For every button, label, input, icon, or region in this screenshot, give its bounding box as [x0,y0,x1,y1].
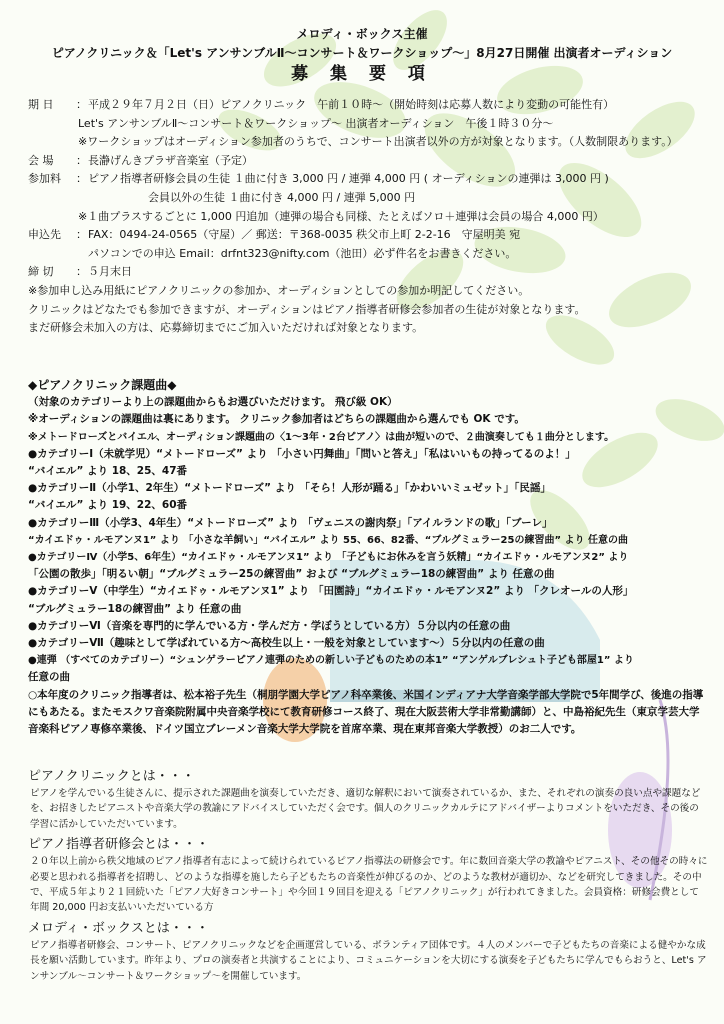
about-teachers-study-group [28,836,708,916]
section-body: ピアノ指導者研修会、コンサート、ピアノクリニックなどを企画運営している、ボランティア団体です。４人のメンバーで子どもたちの音楽による健やかな成長を願い活動しています。昨年より、プロの演奏者と共演することにより、コミュニケーションを大切にする演奏を子どもたちに学んでもらおうと、Let's アンサンブル～コンサート＆ワークショップ～を開催しています。 [30,939,707,982]
venue-value: 長瀞げんきプラザ音楽室（予定） [88,153,253,167]
instructors-note: ○本年度のクリニック指導者は、松本裕子先生（桐朋学園大学ピアノ科卒業後、米国インディアナ大学音楽学部大学院で5年間学び、後進の指導にもあたる。またモスクワ音楽院附属中央音楽学校にて教育研修コース終了、現在大阪芸術大学非常勤講師）と、中島裕紀先生（東京学芸大学音楽科ピアノ専修卒業後、ドイツ国立ブレーメン音楽大学大学院を首席卒業、現在東邦音楽大学教授）のお二人です。 [28,688,704,736]
fee-additional: ※１曲プラスするごとに 1,000 円追加（連弾の場合も同様、たとえばソロ＋連弾は会員の場合 4,000 円） [78,209,604,223]
course-line: ●カテゴリーⅥ（音楽を専門的に学んでいる方・学んだ方・学ぼうとしている方）５分以内の任意の曲 [28,619,511,632]
section-body: ２０年以上前から秩父地域のピアノ指導者有志によって続けられているピアノ指導法の研修会です。年に数回音楽大学の教諭やピアニスト、その他その時々に必要と思われる指導者を招聘し、どのような指導を施したら子どもたちの音楽性が伸びるのか、どのような教材が適切か、などを研究してきました。その中で、平成５年より２１回続いた「ピアノ大好きコンサート」や今回１９回目を迎える「ピアノクリニック」が行われてきました。会員資格：研修会費として年間 20,000 円お支払いいただいている方 [30,856,708,914]
course-line: ※オーディションの課題曲は裏にあります。 クリニック参加者はどちらの課題曲から選んでも OK です。 [28,413,525,426]
course-line: 「公園の散歩」「明るい朝」“ブルグミュラー25の練習曲” および “ブルグミュラー18の練習曲” より 任意の曲 [28,568,555,581]
fee-label: 参加料 [28,172,61,186]
section-title: メロディ・ボックスとは・・・ [28,920,209,936]
about-melody-box [28,920,708,984]
header [0,26,724,85]
apply-email: パソコンでの申込 Email：drfnt323@nifty.com（池田）必ず件名をお書きください。 [88,246,517,260]
date-label: 期 日 [28,98,54,111]
note-line: ※参加申し込み用紙にピアノクリニックの参加か、オーディションとしての参加か明記してください。 [28,283,530,297]
organizer: メロディ・ボックス主催 [296,27,428,41]
section-body: ピアノを学んでいる生徒さんに、提示された課題曲を演奏していただき、適切な解釈において演奏されているか、また、それぞれの演奏の良い点や課題などを、お招きしたピアニストや音楽大学の教諭にアドバイスしていただく会です。個人のクリニックカルテにアドバイザーよりコメントをいただき、その後の学習に活かしていただいています。 [30,788,701,830]
deadline-label: 締 切 [28,265,54,279]
deadline-value: ５月末日 [88,265,132,279]
info-block [28,96,708,338]
fee-nonmember: 会員以外の生徒 １曲に付き 4,000 円 / 連弾 5,000 円 [148,190,416,204]
course-line: ●カテゴリーⅡ（小学1、2年生）“メトードローズ” より 「そら！人形が踊る」「かわいいミュゼット」「民謡」 [28,482,551,495]
course-line: ●カテゴリーⅤ（中学生）“カイエドゥ・ルモアンヌ1” より 「田園詩」“カイエドゥ・ルモアンヌ2” より 「クレオールの人形」 [28,585,634,598]
headline: ピアノクリニック＆「Let's アンサンブルⅡ～コンサート＆ワークショップ～」8月27日開催 出演者オーディション [51,46,673,60]
audition-time: Let's アンサンブルⅡ～コンサート＆ワークショップ～ 出演者オーディション 午後１時３０分～ [78,116,554,130]
course-line: ※メトードローズとバイエル、オーディション課題曲の〈1～3年・2台ピアノ〉は曲が短いので、２曲演奏しても１曲分とします。 [28,431,615,443]
note-line: まだ研修会未加入の方は、応募締切までにご加入いただければ対象となります。 [28,321,424,335]
apply-label: 申込先 [28,228,61,242]
fee-member: ピアノ指導者研修会員の生徒 １曲に付き 3,000 円 / 連弾 4,000 円 ( オーディションの連弾は 3,000 円 ) [88,172,609,186]
apply-fax-mail: FAX：0494-24-0565（守屋）／ 郵送：〒368-0035 秩父市上町 2-2-16 守屋明美 宛 [88,228,521,242]
course-line: ●カテゴリーⅢ（小学3、4年生）“メトードローズ” より 「ヴェニスの謝肉祭」「アイルランドの歌」「ブーレ」 [28,516,553,529]
about-sections [28,764,708,984]
workshop-note: ※ワークショップはオーディション参加者のうちで、コンサート出演者以外の方が対象となります。（人数制限あります。） [78,135,678,149]
course-line: “ブルグミュラー18の練習曲” より 任意の曲 [28,602,242,615]
course-line: “バイエル” より 19、22、60番 [28,499,188,512]
fee-row: 参加料 ： ピアノ指導者研修会員の生徒 １曲に付き 3,000 円 / 連弾 4,000 円 ( オーディションの連弾は 3,000 円 ) [28,170,708,189]
note-line: クリニックはどなたでも参加できますが、オーディションはピアノ指導者研修会参加者の生徒が対象となります。 [28,302,586,316]
date-value: 平成２９年７月２日（日）ピアノクリニック 午前１０時～（開始時刻は応募人数により変動の可能性有） [88,98,615,111]
course-heading: ◆ピアノクリニック課題曲◆ [28,378,177,392]
section-title: ピアノクリニックとは・・・ [28,769,195,784]
course-line: ●連弾 （すべてのカテゴリー）“シュンゲラーピアノ連弾のための新しい子どものための本1” “アンゲルブレシュト子ども部屋1” より [28,655,634,667]
course-line: ●カテゴリーⅠ（未就学児）“メトードローズ” より 「小さい円舞曲」「問いと答え」「私はいいもの持ってるのよ！」 [28,447,576,460]
apply-row: 申込先 ： FAX：0494-24-0565（守屋）／ 郵送：〒368-0035 秩父市上町 2-2-16 守屋明美 宛 [28,226,708,245]
deadline-row: 締 切 ： ５月末日 [28,263,708,282]
course-line: （対象のカテゴリーより上の課題曲からもお選びいただけます。 飛び級 OK） [28,396,398,409]
date-row: 期 日 ： 平成２９年７月２日（日）ピアノクリニック 午前１０時～（開始時刻は応募人数により変動の可能性有） [28,96,708,115]
course-line: ●カテゴリーⅣ（小学5、6年生）“カイエドゥ・ルモアンヌ1” より 「子どもにお休みを言う妖精」“カイエドゥ・ルモアンヌ2” より [28,552,629,564]
venue-row: 会 場 ： 長瀞げんきプラザ音楽室（予定） [28,152,708,171]
about-clinic [28,768,708,832]
course-line: “バイエル” より 18、25、47番 [28,465,188,478]
section-title: ピアノ指導者研修会とは・・・ [28,837,209,853]
course-pieces [28,377,708,738]
course-line: ●カテゴリーⅦ（趣味として学ばれている方～高校生以上・一般を対象としています～）５分以内の任意の曲 [28,637,545,650]
course-line: “カイエドゥ・ルモアンヌ1” より 「小さな羊飼い」“バイエル” より 55、66、82番、“ブルグミュラー25の練習曲” より 任意の曲 [28,534,628,546]
document-title: 募 集 要 項 [291,64,433,84]
course-line: 任意の曲 [28,671,70,684]
venue-label: 会 場 [28,153,54,167]
